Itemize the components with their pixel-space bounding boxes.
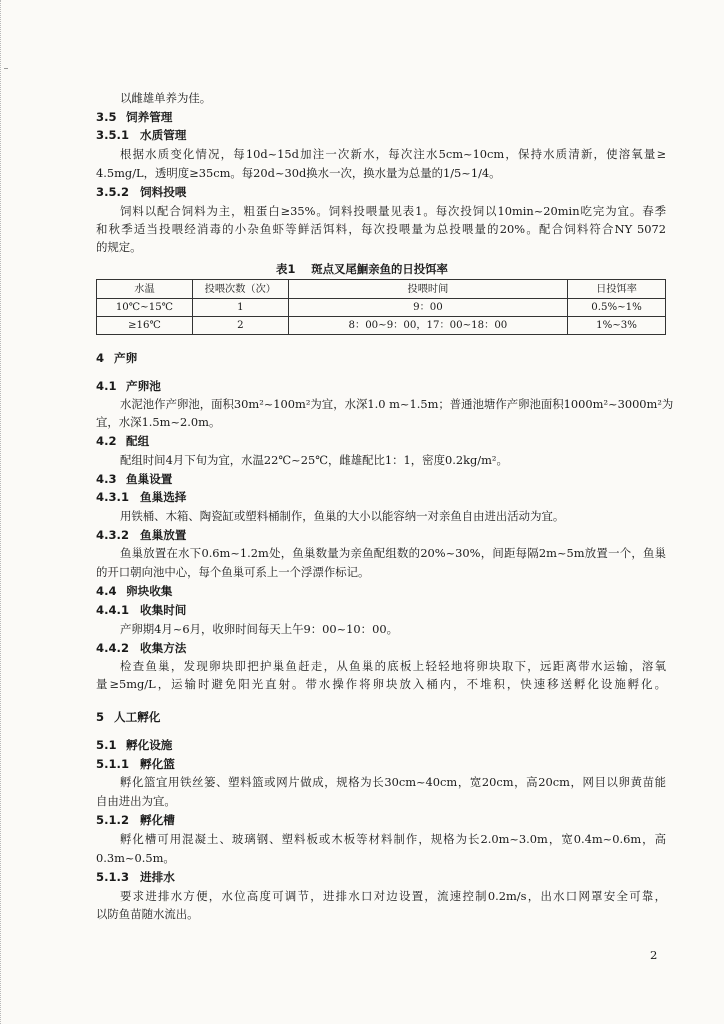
feeding-rate-table	[96, 279, 666, 335]
heading-title: 进排水	[140, 870, 175, 884]
paragraph-line: 4.5mg/L，透明度≥35cm。每20d~30d换水一次，换水量为总量的1/5~1/4。	[96, 166, 501, 180]
section-heading-5	[96, 709, 160, 725]
paragraph-line: 以防鱼苗随水流出。	[96, 907, 199, 921]
paragraph-line: 量≥5mg/L，运输时避免阳光直射。带水操作将卵块放入桶内，不堆积，快速移送孵化设施孵化。	[96, 677, 666, 691]
heading-title: 人工孵化	[114, 710, 161, 724]
table-cell: 9：00	[288, 299, 567, 317]
table-header-cell: 水温	[97, 280, 193, 299]
paragraph-line: 检查鱼巢，发现卵块即把护巢鱼赶走，从鱼巢的底板上轻轻地将卵块取下，远距离带水运输，溶氧	[120, 659, 666, 673]
paragraph-line: 0.3m~0.5m。	[96, 851, 175, 865]
heading-number: 4.4.1	[96, 603, 130, 617]
heading-title: 饲料投喂	[140, 185, 187, 199]
heading-number: 4.2	[96, 434, 117, 448]
table-cell: 8：00~9：00，17：00~18：00	[288, 317, 567, 335]
paragraph-line: 宜，水深1.5m~2.0m。	[96, 415, 221, 429]
heading-number: 4	[96, 351, 105, 365]
section-heading-3-5-1	[96, 127, 186, 143]
heading-title: 孵化篮	[140, 757, 175, 771]
table-caption	[0, 261, 724, 277]
table-cell: 2	[192, 317, 288, 335]
heading-title: 配组	[126, 434, 150, 448]
heading-title: 孵化槽	[140, 813, 175, 827]
table-cell: 1	[192, 299, 288, 317]
section-heading-4-1	[96, 378, 161, 394]
paragraph-line: 鱼巢放置在水下0.6m~1.2m处，鱼巢数量为亲鱼配组数的20%~30%，间距每隔2m~5m放置一个，鱼巢	[120, 546, 666, 560]
section-heading-4-3-2	[96, 527, 186, 543]
heading-title: 产卵	[114, 351, 138, 365]
table-caption-title: 斑点叉尾鮰亲鱼的日投饵率	[311, 262, 448, 276]
section-heading-4-3	[96, 471, 172, 487]
table-header-row	[97, 280, 666, 299]
heading-title: 鱼巢选择	[140, 490, 187, 504]
table-header-cell: 投喂次数（次）	[192, 280, 288, 299]
paragraph-line: 的开口朝向池中心，每个鱼巢可系上一个浮漂作标记。	[96, 565, 370, 579]
paragraph-line: 产卵期4月~6月，收卵时间每天上午9：00~10：00。	[120, 622, 398, 636]
paragraph-line: 和秋季适当投喂经消毒的小杂鱼虾等鲜活饵料，每次投喂量为总投喂量的20%。配合饲料符合NY 5072	[96, 222, 666, 236]
heading-number: 5	[96, 710, 105, 724]
heading-title: 收集方法	[140, 641, 187, 655]
heading-number: 5.1	[96, 738, 117, 752]
section-heading-5-1	[96, 737, 172, 753]
table-caption-number: 表1	[276, 262, 296, 276]
section-heading-4	[96, 350, 137, 366]
table-cell: 0.5%~1%	[568, 299, 666, 317]
page-edge-binding-line	[0, 0, 1, 1024]
paragraph-line: 以雌雄单养为佳。	[120, 91, 212, 105]
paragraph-line: 的规定。	[96, 240, 142, 254]
section-heading-4-4-2	[96, 640, 186, 656]
heading-title: 收集时间	[140, 603, 187, 617]
table-cell: ≥16℃	[97, 317, 193, 335]
paragraph-line: 要求进排水方便，水位高度可调节，进排水口对边设置，流速控制0.2m/s，出水口网罩安全可靠，	[120, 889, 666, 903]
paragraph-line: 水泥池作产卵池，面积30m²~100m²为宜，水深1.0 m~1.5m；普通池塘作产卵池面积1000m²~3000m²为	[120, 397, 674, 411]
section-heading-5-1-3	[96, 869, 175, 885]
paragraph-line: 用铁桶、木箱、陶瓷缸或塑料桶制作，鱼巢的大小以能容纳一对亲鱼自由进出活动为宜。	[120, 509, 565, 523]
section-heading-4-4	[96, 583, 172, 599]
paragraph-line: 饲料以配合饲料为主，粗蛋白≥35%。饲料投喂量见表1。每次投饲以10min~20min吃完为宜。春季	[120, 204, 666, 218]
heading-number: 5.1.2	[96, 813, 130, 827]
heading-title: 孵化设施	[126, 738, 173, 752]
heading-number: 3.5	[96, 110, 117, 124]
table-row	[97, 317, 666, 335]
page-number: 2	[650, 948, 658, 962]
table-header-cell: 日投饵率	[568, 280, 666, 299]
paragraph-line: 自由进出为宜。	[96, 794, 176, 808]
heading-number: 4.3.2	[96, 528, 130, 542]
section-heading-3-5	[96, 109, 172, 125]
table-header-cell: 投喂时间	[288, 280, 567, 299]
heading-title: 水质管理	[140, 128, 187, 142]
section-heading-3-5-2	[96, 184, 186, 200]
heading-title: 鱼巢放置	[140, 528, 187, 542]
section-heading-4-2	[96, 433, 149, 449]
table-cell: 1%~3%	[568, 317, 666, 335]
heading-number: 4.3.1	[96, 490, 130, 504]
heading-number: 4.4.2	[96, 641, 130, 655]
heading-title: 饲养管理	[126, 110, 173, 124]
paragraph-line: 孵化篮宜用铁丝篓、塑料篮或网片做成，规格为长30cm~40cm，宽20cm，高20cm，网目以卵黄苗能	[120, 775, 666, 789]
heading-number: 3.5.2	[96, 185, 130, 199]
heading-number: 4.1	[96, 379, 117, 393]
heading-number: 4.3	[96, 472, 117, 486]
paragraph-line: 孵化槽可用混凝土、玻璃钢、塑料板或木板等材料制作，规格为长2.0m~3.0m，宽0.4m~0.6m，高	[120, 832, 666, 846]
table-row	[97, 299, 666, 317]
paragraph-line: 配组时间4月下旬为宜，水温22℃~25℃，雌雄配比1：1，密度0.2kg/m²。	[120, 453, 508, 467]
heading-title: 产卵池	[126, 379, 161, 393]
heading-title: 卵块收集	[126, 584, 173, 598]
section-heading-4-4-1	[96, 602, 186, 618]
heading-number: 5.1.3	[96, 870, 130, 884]
paragraph-line: 根据水质变化情况，每10d~15d加注一次新水，每次注水5cm~10cm，保持水质清新，使溶氧量≥	[120, 147, 666, 161]
heading-number: 5.1.1	[96, 757, 130, 771]
section-heading-5-1-2	[96, 812, 175, 828]
heading-number: 3.5.1	[96, 128, 130, 142]
page-edge-tick-mark	[4, 68, 8, 69]
heading-title: 鱼巢设置	[126, 472, 173, 486]
section-heading-4-3-1	[96, 489, 186, 505]
heading-number: 4.4	[96, 584, 117, 598]
table-cell: 10℃~15℃	[97, 299, 193, 317]
section-heading-5-1-1	[96, 756, 175, 772]
